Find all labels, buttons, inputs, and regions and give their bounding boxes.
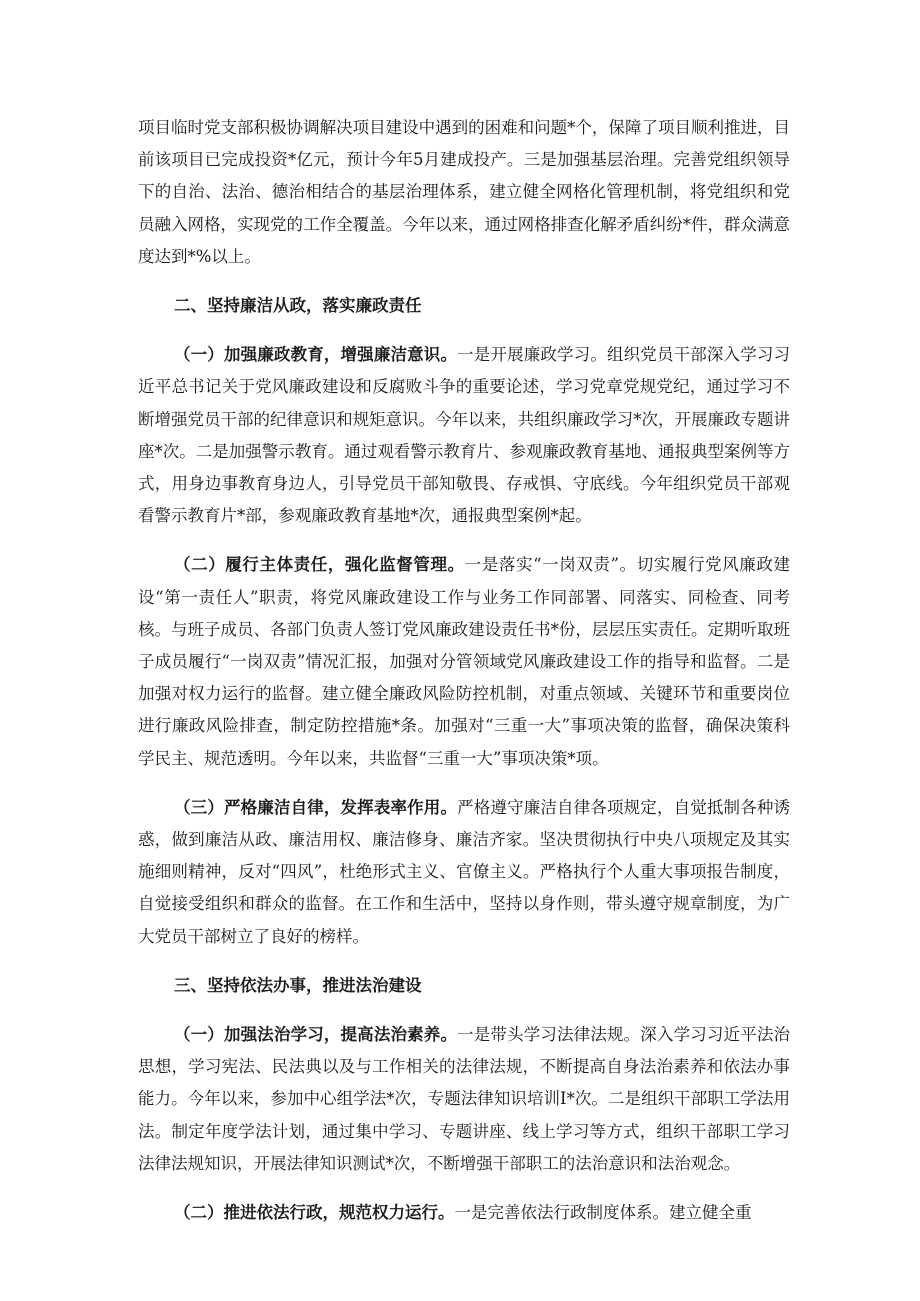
paragraph-text: 严格遵守廉洁自律各项规定，自觉抵制各种诱惑，做到廉洁从政、廉洁用权、廉洁修身、廉洁齐家。坚决贯彻执行中央八项规定及其实施细则精神，反对“四风”，杜绝形式主义、官僚主义。严格执行个人重大事项报告制度，自觉接受组织和群众的监督。在工作和生活中，坚持以身作则，带头遵守规章制度，为广大党员干部树立了良好的榜样。 xyxy=(138,797,791,946)
paragraph-lead: （三）严格廉洁自律，发挥表率作用。 xyxy=(174,797,458,817)
paragraph-3-2 xyxy=(138,1197,790,1229)
paragraph-text: 项目临时党支部积极协调解决项目建设中遇到的困难和问题*个，保障了项目顺利推进，目前该项目已完成投资*亿元，预计今年5月建成投产。三是加强基层治理。完善党组织领导下的自治、法治、德治相结合的基层治理体系，建立健全网格化管理机制，将党组织和党员融入网格，实现党的工作全覆盖。今年以来，通过网格排查化解矛盾纠纷*件，群众满意度达到*%以上。 xyxy=(138,118,790,266)
section-heading-3: 三、坚持依法办事，推进法治建设 xyxy=(174,975,422,995)
paragraph-lead: （一）加强廉政教育，增强廉洁意识。 xyxy=(174,345,458,365)
paragraph-lead: （二）履行主体责任，强化监督管理。 xyxy=(174,555,465,575)
paragraph-text: 一是落实“一岗双责”。切实履行党风廉政建设“第一责任人”职责，将党风廉政建设工作与业务工作同部署、同落实、同检查、同考核。与班子成员、各部门负责人签订党风廉政建设责任书*份，层层压实责任。定期听取班子成员履行“一岗双责”情况汇报，加强对分管领域党风廉政建设工作的指导和监督。二是加强对权力运行的监督。建立健全廉政风险防控机制，对重点领域、关键环节和重要岗位进行廉政风险排查，制定防控措施*条。加强对“三重一大”事项决策的监督，确保决策科学民主、规范透明。今年以来，共监督“三重一大”事项决策*项。 xyxy=(138,555,791,768)
section-heading-2: 二、坚持廉洁从政，落实廉政责任 xyxy=(174,296,422,316)
paragraph-3-1 xyxy=(138,1019,790,1180)
paragraph-continuation xyxy=(138,112,790,273)
paragraph-lead: （一）加强法治学习，提高法治素养。 xyxy=(174,1025,458,1045)
paragraph-2-2 xyxy=(138,549,790,774)
paragraph-2-1 xyxy=(138,339,790,532)
paragraph-text: 一是带头学习法律法规。深入学习习近平法治思想，学习宪法、民法典以及与工作相关的法律法规，不断提高自身法治素养和依法办事能力。今年以来，参加中心组学法*次，专题法律知识培训I*次。二是组织干部职工学法用法。制定年度学法计划，通过集中学习、专题讲座、线上学习等方式，组织干部职工学习法律法规知识，开展法律知识测试*次，不断增强干部职工的法治意识和法治观念。 xyxy=(138,1025,791,1173)
paragraph-text: 一是开展廉政学习。组织党员干部深入学习习近平总书记关于党风廉政建设和反腐败斗争的重要论述，学习党章党规党纪，通过学习不断增强党员干部的纪律意识和规矩意识。今年以来，共组织廉政学习*次，开展廉政专题讲座*次。二是加强警示教育。通过观看警示教育片、参观廉政教育基地、通报典型案例等方式，用身边事教育身边人，引导党员干部知敬畏、存戒惧、守底线。今年组织党员干部观看警示教育片*部，参观廉政教育基地*次，通报典型案例*起。 xyxy=(138,345,791,526)
paragraph-2-3 xyxy=(138,792,790,953)
paragraph-lead: （二）推进依法行政，规范权力运行。 xyxy=(174,1203,455,1223)
document-page xyxy=(138,112,790,1246)
paragraph-text: 一是完善依法行政制度体系。建立健全重 xyxy=(454,1203,752,1223)
